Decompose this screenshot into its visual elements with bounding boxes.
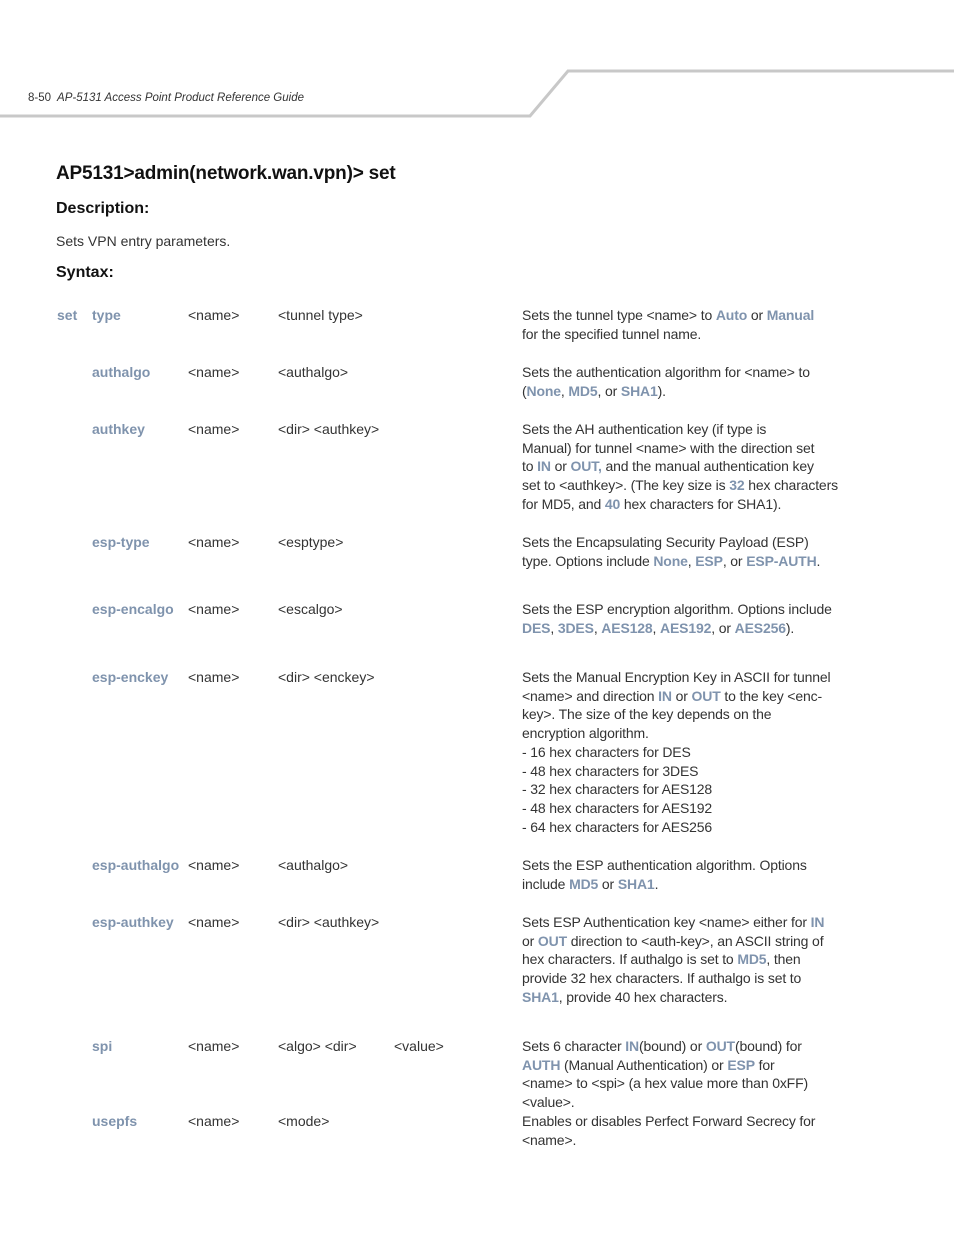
param-description <box>522 913 834 1007</box>
name-argument: <name> <box>188 914 240 930</box>
description-text: ). <box>657 382 666 399</box>
param-keyword: authalgo <box>92 364 151 380</box>
description-line <box>522 1074 834 1093</box>
description-text: Enables or disables Perfect Forward Secrecy for <box>522 1113 816 1129</box>
value-argument: <authalgo> <box>278 364 349 380</box>
keyword-value: AES192 <box>660 619 712 636</box>
description-text: include <box>522 875 570 892</box>
keyword-value: Manual <box>766 307 815 323</box>
param-description <box>522 363 834 400</box>
description-line <box>522 495 834 514</box>
description-line <box>522 552 834 571</box>
description-line <box>522 724 834 743</box>
value-argument: <esptype> <box>278 534 344 550</box>
param-description <box>522 668 834 836</box>
keyword-value: IN <box>810 914 825 930</box>
description-line <box>522 457 834 476</box>
keyword-value: DES <box>522 619 551 636</box>
keyword-value: OUT <box>691 687 721 704</box>
keyword-value: 3DES <box>557 619 594 636</box>
param-description <box>522 533 834 570</box>
description-text: <value>. <box>522 1094 575 1111</box>
keyword-value: IN <box>537 458 551 475</box>
description-text: - 48 hex characters for AES192 <box>522 799 713 816</box>
description-text: Sets the Encapsulating Security Payload (ESP) <box>522 534 809 550</box>
description-line <box>522 1112 834 1131</box>
param-description <box>522 600 834 637</box>
description-text: ). <box>785 619 795 636</box>
keyword-value: AES256 <box>734 619 786 636</box>
keyword-value: 32 <box>729 477 745 494</box>
description-text: Sets the authentication algorithm for <name> to <box>522 364 810 380</box>
description-text: - 48 hex characters for 3DES <box>522 762 699 779</box>
name-argument: <name> <box>188 669 240 685</box>
value-argument: <tunnel type> <box>278 307 363 323</box>
description-text: , <box>550 619 558 636</box>
description-text: . <box>816 552 821 569</box>
description-line <box>522 988 834 1007</box>
description-text: for MD5, and <box>522 495 605 512</box>
description-text: and the manual authentication key <box>601 458 814 475</box>
description-line <box>522 932 834 951</box>
param-keyword: spi <box>92 1038 113 1054</box>
value-argument: <algo> <dir> <box>278 1038 357 1054</box>
description-line <box>522 600 834 619</box>
description-text: Sets 6 character <box>522 1038 626 1054</box>
keyword-value: OUT, <box>570 458 602 475</box>
description-line <box>522 818 834 837</box>
description-text: Sets VPN entry parameters. <box>56 233 231 249</box>
keyword-value: ESP <box>695 552 723 569</box>
description-line <box>522 363 834 382</box>
name-argument: <name> <box>188 1113 240 1129</box>
description-text: direction to <auth-key>, an ASCII string of <box>567 932 824 949</box>
description-text: or <box>598 875 618 892</box>
description-text: , then <box>766 951 801 968</box>
description-line <box>522 762 834 781</box>
description-text: , <box>560 382 569 399</box>
description-text: Sets ESP Authentication key <name> either for <box>522 914 811 930</box>
keyword-value: SHA1 <box>617 875 655 892</box>
page-number: 8-50 <box>28 92 52 104</box>
keyword-value: ESP <box>727 1056 755 1073</box>
description-line <box>522 799 834 818</box>
param-description <box>522 856 834 893</box>
description-text: key>. The size of the key depends on the <box>522 706 772 723</box>
keyword-value: Auto <box>715 307 748 323</box>
description-line <box>522 306 834 325</box>
value-argument: <mode> <box>278 1113 330 1129</box>
name-argument: <name> <box>188 307 240 323</box>
param-description <box>522 1037 834 1112</box>
param-description <box>522 306 834 343</box>
extra-argument: <value> <box>394 1038 444 1054</box>
description-text: hex characters. If authalgo is set to <box>522 951 738 968</box>
description-text: (bound) or <box>638 1038 706 1054</box>
description-text: , or <box>711 619 735 636</box>
param-keyword: esp-enckey <box>92 669 169 685</box>
keyword-value: IN <box>658 687 672 704</box>
description-text: or <box>671 687 692 704</box>
description-text: hex characters <box>744 477 838 494</box>
param-keyword: esp-type <box>92 534 150 550</box>
keyword-value: SHA1 <box>522 988 559 1005</box>
description-text: Sets the ESP authentication algorithm. Options <box>522 857 807 873</box>
value-argument: <dir> <authkey> <box>278 914 380 930</box>
description-line <box>522 382 834 401</box>
description-line <box>522 1131 834 1150</box>
keyword-value: SHA1 <box>620 382 658 399</box>
keyword-value: None <box>653 552 688 569</box>
keyword-value: OUT <box>537 932 567 949</box>
description-line <box>522 969 834 988</box>
description-line <box>522 856 834 875</box>
description-text: - 16 hex characters for DES <box>522 743 691 760</box>
description-text: for the specified tunnel name. <box>522 325 702 342</box>
keyword-value: 40 <box>604 495 621 512</box>
description-text: Sets the Manual Encryption Key in ASCII for tunnel <box>522 669 831 685</box>
page-header <box>28 92 304 104</box>
description-line <box>522 780 834 799</box>
param-keyword: esp-encalgo <box>92 601 174 617</box>
description-line <box>522 619 834 638</box>
description-line <box>522 1093 834 1112</box>
value-argument: <dir> <authkey> <box>278 421 380 437</box>
description-text: or <box>522 932 538 949</box>
description-line <box>522 1056 834 1075</box>
param-description <box>522 1112 834 1149</box>
description-text: (bound) for <box>734 1038 802 1054</box>
description-text: (Manual Authentication) or <box>560 1056 728 1073</box>
keyword-value: MD5 <box>737 951 767 968</box>
param-keyword: esp-authkey <box>92 914 174 930</box>
description-line <box>522 439 834 458</box>
keyword-value: AES128 <box>601 619 653 636</box>
description-line <box>522 950 834 969</box>
description-line <box>522 420 834 439</box>
command-title: AP5131>admin(network.wan.vpn)> set <box>56 163 396 184</box>
param-keyword: esp-authalgo <box>92 857 180 873</box>
set-keyword: set <box>57 307 78 323</box>
keyword-value: None <box>526 382 561 399</box>
value-argument: <authalgo> <box>278 857 349 873</box>
name-argument: <name> <box>188 1038 240 1054</box>
description-line <box>522 875 834 894</box>
description-text: - 64 hex characters for AES256 <box>522 818 713 835</box>
keyword-value: ESP-AUTH <box>746 552 817 569</box>
description-text: . <box>654 875 659 892</box>
description-text: Sets the tunnel type <name> to <box>522 307 716 323</box>
description-text: encryption algorithm. <box>522 725 649 742</box>
keyword-value: OUT <box>705 1038 735 1054</box>
keyword-value: AUTH <box>522 1056 561 1073</box>
name-argument: <name> <box>188 364 240 380</box>
description-text: , <box>687 552 696 569</box>
description-text: or <box>550 458 571 475</box>
guide-title: AP-5131 Access Point Product Reference Guide <box>57 92 304 104</box>
description-text: , or <box>722 552 747 569</box>
description-line <box>522 705 834 724</box>
name-argument: <name> <box>188 534 240 550</box>
value-argument: <dir> <enckey> <box>278 669 375 685</box>
param-keyword: usepfs <box>92 1113 138 1129</box>
description-text: , <box>652 619 661 636</box>
description-text: set to <authkey>. (The key size is <box>522 477 730 494</box>
name-argument: <name> <box>188 421 240 437</box>
description-text: hex characters for SHA1). <box>620 495 782 512</box>
param-description <box>522 420 838 514</box>
description-line <box>522 1037 834 1056</box>
description-line <box>522 668 834 687</box>
description-text: to <box>522 458 538 475</box>
description-text: provide 32 hex characters. If authalgo is set to <box>522 970 802 987</box>
description-line <box>522 687 834 706</box>
description-text: Sets the ESP encryption algorithm. Options include <box>522 601 832 617</box>
description-line <box>522 533 834 552</box>
param-keyword: type <box>92 307 121 323</box>
description-text: to the key <enc- <box>720 687 822 704</box>
header-rule <box>0 0 954 130</box>
syntax-heading: Syntax: <box>56 264 114 281</box>
description-text: for <box>754 1056 775 1073</box>
description-text: - 32 hex characters for AES128 <box>522 781 713 798</box>
description-text: or <box>747 307 767 323</box>
description-text: , <box>593 619 602 636</box>
description-text: , provide 40 hex characters. <box>558 988 728 1005</box>
name-argument: <name> <box>188 857 240 873</box>
keyword-value: MD5 <box>569 875 599 892</box>
description-line <box>522 476 838 495</box>
description-text: ( <box>522 382 527 399</box>
name-argument: <name> <box>188 601 240 617</box>
description-text: , or <box>597 382 621 399</box>
keyword-value: IN <box>625 1038 639 1054</box>
value-argument: <escalgo> <box>278 601 343 617</box>
param-keyword: authkey <box>92 421 145 437</box>
description-text: type. Options include <box>522 552 654 569</box>
description-text: <name> and direction <box>522 687 659 704</box>
description-line <box>522 913 834 932</box>
description-text: Sets the AH authentication key (if type is <box>522 421 767 437</box>
keyword-value: MD5 <box>568 382 598 399</box>
description-line <box>522 743 834 762</box>
description-line <box>522 325 834 344</box>
description-text: Manual) for tunnel <name> with the direction set <box>522 439 815 456</box>
description-heading: Description: <box>56 200 150 217</box>
description-text: <name>. <box>522 1131 577 1148</box>
description-text: <name> to <spi> (a hex value more than 0xFF) <box>522 1075 808 1092</box>
